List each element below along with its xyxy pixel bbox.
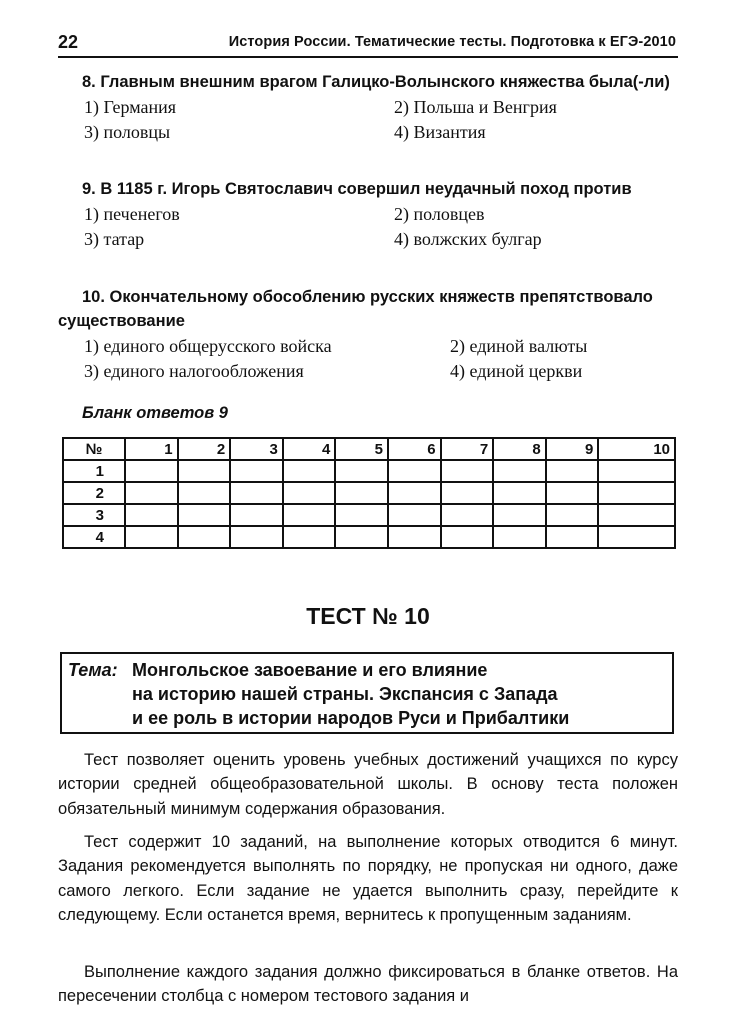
book-title: История России. Тематические тесты. Подготовка к ЕГЭ-2010 xyxy=(228,34,676,50)
answer-cell[interactable] xyxy=(125,482,178,504)
answer-cell[interactable] xyxy=(283,504,336,526)
grid-header-cell: 8 xyxy=(493,438,546,460)
answer-options xyxy=(58,95,680,145)
answer-cell[interactable] xyxy=(388,482,441,504)
intro-paragraph: Тест содержит 10 заданий, на выполнение которых отводится 6 минут. Задания рекомендуется выполнять по порядку, не пропуская ни одного, даже самого легкого. Если задание не удается выполнить сразу, перейдите к следующему. Если останется время, вернитесь к пропущенным заданиям. xyxy=(58,833,678,925)
theme-label: Тема: xyxy=(68,660,118,680)
answer-cell[interactable] xyxy=(283,482,336,504)
page-number: 22 xyxy=(58,32,79,52)
answer-cell[interactable] xyxy=(230,482,283,504)
option: 4) единой церкви xyxy=(450,361,583,381)
answer-options xyxy=(58,202,680,252)
question-text: 10. Окончательному обособлению русских княжеств препятствовало существование xyxy=(58,288,653,330)
answer-cell[interactable] xyxy=(335,482,388,504)
answer-cell[interactable] xyxy=(178,526,231,548)
grid-header-cell: 7 xyxy=(441,438,494,460)
answer-grid-row xyxy=(63,482,675,504)
answer-options xyxy=(58,334,680,384)
question-8 xyxy=(58,70,680,145)
question-9 xyxy=(58,177,680,252)
grid-header-cell: 2 xyxy=(178,438,231,460)
option: 2) половцев xyxy=(394,204,485,224)
answer-cell[interactable] xyxy=(230,460,283,482)
answer-cell[interactable] xyxy=(493,504,546,526)
question-text: 9. В 1185 г. Игорь Святославич совершил неудачный поход против xyxy=(82,180,632,198)
question-text: 8. Главным внешним врагом Галицко-Волынского княжества была(-ли) xyxy=(82,73,670,91)
option: 3) татар xyxy=(84,229,145,249)
answer-cell[interactable] xyxy=(335,526,388,548)
grid-header-cell: 1 xyxy=(125,438,178,460)
option: 2) Польша и Венгрия xyxy=(394,97,557,117)
answer-cell[interactable] xyxy=(388,526,441,548)
answer-cell[interactable] xyxy=(441,526,494,548)
answer-cell[interactable] xyxy=(441,482,494,504)
theme-text xyxy=(132,658,569,730)
answer-blank-title: Бланк ответов 9 xyxy=(82,404,228,422)
option: 2) единой валюты xyxy=(450,336,588,356)
option: 4) волжских булгар xyxy=(394,229,542,249)
answer-cell[interactable] xyxy=(178,482,231,504)
grid-header-cell: 6 xyxy=(388,438,441,460)
grid-header-cell: 4 xyxy=(283,438,336,460)
answer-cell[interactable] xyxy=(283,460,336,482)
grid-header-cell: 10 xyxy=(598,438,675,460)
answer-cell[interactable] xyxy=(125,526,178,548)
theme-line: на историю нашей страны. Экспансия с Запада xyxy=(132,684,558,704)
answer-cell[interactable] xyxy=(125,460,178,482)
answer-grid-row xyxy=(63,526,675,548)
answer-cell[interactable] xyxy=(230,504,283,526)
test-title: ТЕСТ № 10 xyxy=(306,603,430,629)
answer-cell[interactable] xyxy=(178,460,231,482)
grid-row-number: 3 xyxy=(63,504,125,526)
answer-cell[interactable] xyxy=(598,526,675,548)
answer-cell[interactable] xyxy=(125,504,178,526)
answer-cell[interactable] xyxy=(546,504,599,526)
option: 1) печенегов xyxy=(84,204,180,224)
grid-header-cell: 5 xyxy=(335,438,388,460)
answer-cell[interactable] xyxy=(388,504,441,526)
answer-cell[interactable] xyxy=(598,504,675,526)
answer-cell[interactable] xyxy=(493,482,546,504)
grid-row-number: 1 xyxy=(63,460,125,482)
answer-grid-row xyxy=(63,504,675,526)
option: 3) единого налогообложения xyxy=(84,361,304,381)
grid-row-number: 4 xyxy=(63,526,125,548)
answer-cell[interactable] xyxy=(388,460,441,482)
answer-cell[interactable] xyxy=(546,526,599,548)
answer-cell[interactable] xyxy=(335,504,388,526)
running-header xyxy=(58,30,678,58)
theme-box xyxy=(60,652,674,734)
answer-cell[interactable] xyxy=(283,526,336,548)
answer-cell[interactable] xyxy=(230,526,283,548)
answer-cell[interactable] xyxy=(493,460,546,482)
option: 1) Германия xyxy=(84,97,177,117)
option: 1) единого общерусского войска xyxy=(84,336,332,356)
question-10 xyxy=(58,285,680,384)
theme-line: Монгольское завоевание и его влияние xyxy=(132,660,488,680)
answer-cell[interactable] xyxy=(493,526,546,548)
intro-paragraph: Тест позволяет оценить уровень учебных достижений учащихся по курсу истории средней общеобразовательной школы. В основу теста положен обязательный минимум содержания образования. xyxy=(58,751,678,818)
answer-grid-header xyxy=(63,438,675,460)
grid-row-number: 2 xyxy=(63,482,125,504)
answer-cell[interactable] xyxy=(178,504,231,526)
answer-grid-row xyxy=(63,460,675,482)
answer-cell[interactable] xyxy=(598,460,675,482)
grid-header-cell: № xyxy=(63,438,125,460)
answer-cell[interactable] xyxy=(441,504,494,526)
answer-cell[interactable] xyxy=(441,460,494,482)
answer-cell[interactable] xyxy=(335,460,388,482)
answer-cell[interactable] xyxy=(598,482,675,504)
theme-line: и ее роль в истории народов Руси и Прибалтики xyxy=(132,708,570,728)
grid-header-cell: 9 xyxy=(546,438,599,460)
option: 3) половцы xyxy=(84,122,171,142)
grid-header-cell: 3 xyxy=(230,438,283,460)
intro-paragraph: Выполнение каждого задания должно фиксироваться в бланке ответов. На пересечении столбца с номером тестового задания и xyxy=(58,963,678,1006)
option: 4) Византия xyxy=(394,122,486,142)
answer-cell[interactable] xyxy=(546,482,599,504)
answer-grid xyxy=(62,437,676,549)
answer-cell[interactable] xyxy=(546,460,599,482)
